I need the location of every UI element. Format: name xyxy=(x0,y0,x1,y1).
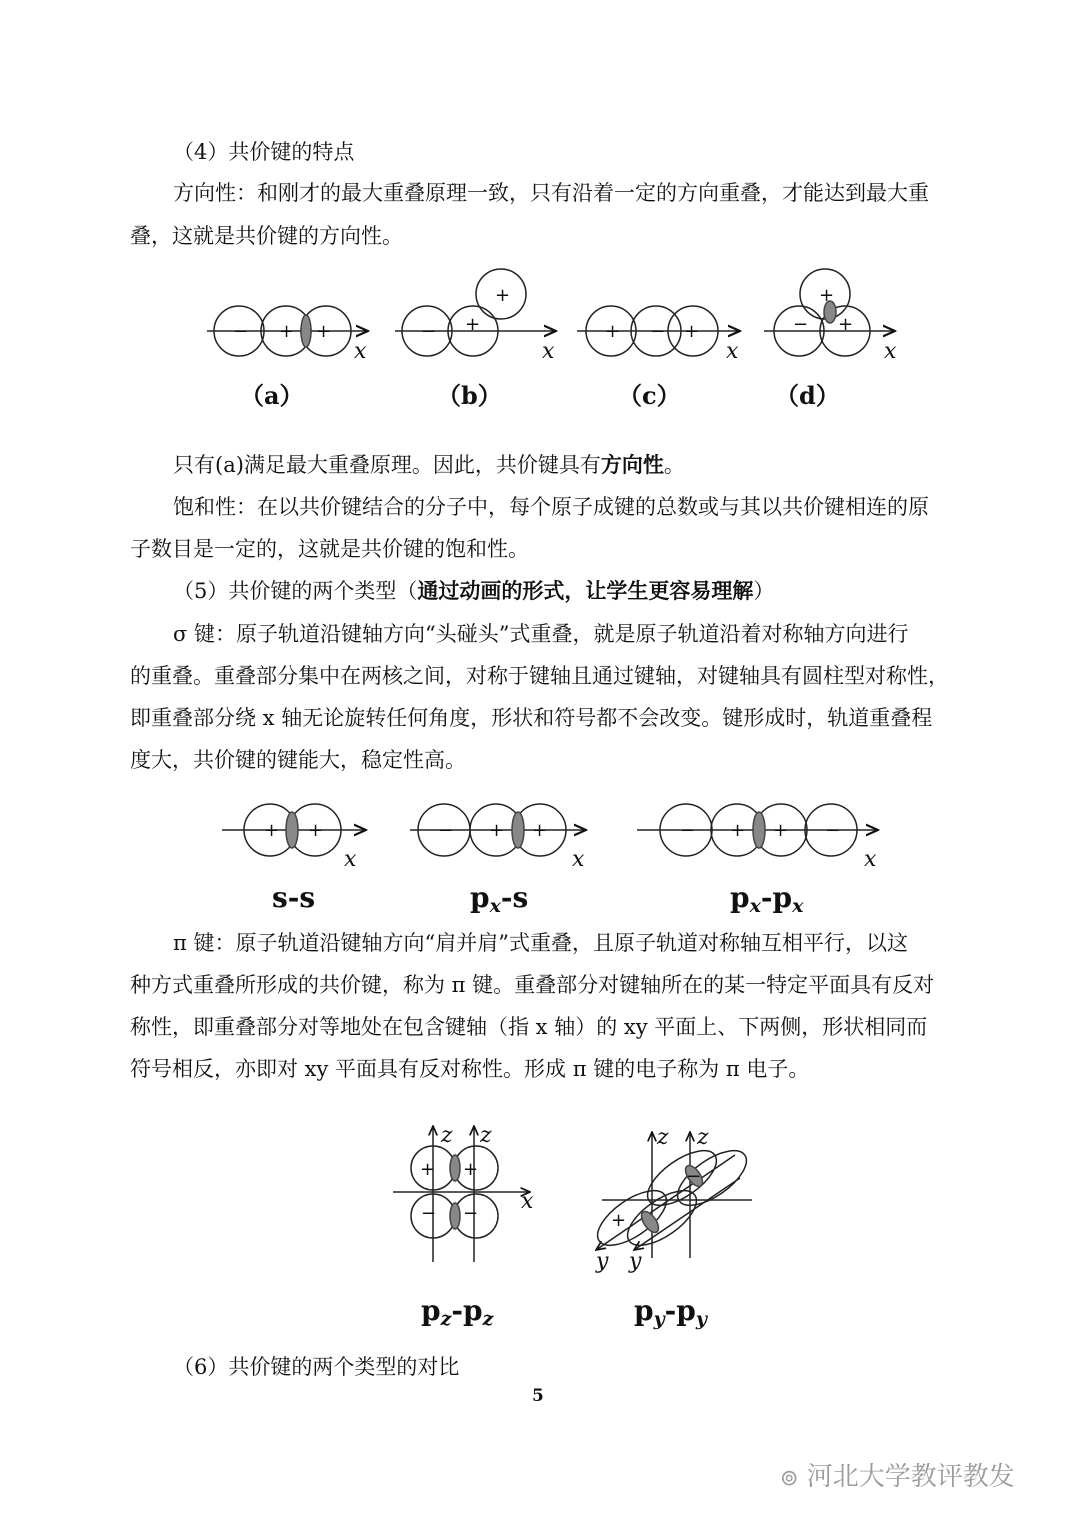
fig1-d-plus-1: + xyxy=(838,314,854,335)
fig2-pxpx-plus-2: + xyxy=(773,820,789,841)
saturation-line-1: 饱和性：在以共价键结合的分子中，每个原子成键的总数或与其以共价键相连的原 xyxy=(173,495,929,519)
pi-line-2: 种方式重叠所形成的共价键，称为 π 键。重叠部分对键轴所在的某一特定平面具有反对 xyxy=(130,973,935,997)
section-5-heading-bold: 通过动画的形式，让学生更容易理解 xyxy=(417,578,754,603)
fig3-pzpz-plus-1: + xyxy=(420,1159,436,1180)
fig2-caption-pxs-p: p xyxy=(470,881,490,914)
fig2-pxpx-x-label: x xyxy=(864,847,877,872)
fig3-caption-pypy-sub1: y xyxy=(653,1308,665,1330)
fig2-pxpx xyxy=(637,804,878,856)
fig3-pzpz-z-label-1: z xyxy=(441,1123,453,1148)
fig3-pypy-minus: − xyxy=(686,1166,702,1187)
fig2-caption-ss: s-s xyxy=(272,881,316,914)
fig2-caption-pxpx-p2: -p xyxy=(760,881,793,914)
fig2-caption-pxpx-sub2: x xyxy=(792,895,804,917)
sigma-line-1: σ 键：原子轨道沿键轴方向“头碰头”式重叠，就是原子轨道沿着对称轴方向进行 xyxy=(173,622,909,646)
fig1-d-x-label: x xyxy=(884,339,897,364)
fig2-ss-plus-1: + xyxy=(264,820,280,841)
fig3-pypy xyxy=(589,1132,755,1258)
fig2-text xyxy=(264,820,877,917)
pi-line-4: 符号相反，亦即对 xy 平面具有反对称性。形成 π 键的电子称为 π 电子。 xyxy=(130,1057,810,1081)
fig3-pzpz-x-label: x xyxy=(521,1189,534,1214)
fig3-pypy-plus: + xyxy=(611,1210,627,1231)
fig2-ss-x-label: x xyxy=(344,847,357,872)
fig3-text xyxy=(420,1123,709,1330)
fig3-caption-pypy xyxy=(634,1294,709,1330)
fig2-pxpx-minus-2: − xyxy=(825,820,841,841)
fig1-a-plus-1: + xyxy=(279,321,295,342)
fig3-caption-pzpz-sub1: z xyxy=(440,1308,452,1330)
fig1-c-minus: − xyxy=(650,321,666,342)
fig2-pxs-plus-1: + xyxy=(489,820,505,841)
fig1-a-overlap xyxy=(301,315,311,347)
fig1-a-minus: − xyxy=(233,321,249,342)
fig1-label-c: （c） xyxy=(618,381,681,410)
fig1-b-minus: − xyxy=(421,321,437,342)
fig2-caption-pxs-s: -s xyxy=(500,881,529,914)
fig2-ss-plus-2: + xyxy=(308,820,324,841)
fig3-caption-pypy-p1: p xyxy=(634,1294,654,1327)
directionality-line-1: 方向性：和刚才的最大重叠原理一致，只有沿着一定的方向重叠，才能达到最大重 xyxy=(173,181,929,205)
fig3-caption-pzpz xyxy=(421,1294,495,1330)
section-5-heading-close: ） xyxy=(753,579,775,603)
pi-line-3: 称性，即重叠部分对等地处在包含键轴（指 x 轴）的 xy 平面上、下两侧，形状相同而 xyxy=(130,1015,928,1039)
watermark-text: 河北大学教评教发 xyxy=(806,1462,1015,1492)
fig3-pzpz-minus-1: − xyxy=(421,1203,437,1224)
fig3-pzpz-overlap-top xyxy=(450,1155,460,1181)
fig3-caption-pzpz-p2: -p xyxy=(451,1294,483,1327)
fig2-caption-pxpx-sub1: x xyxy=(749,895,761,917)
directionality-line-2: 叠，这就是共价键的方向性。 xyxy=(130,224,403,248)
fig1-label-d: （d） xyxy=(775,381,840,410)
fig3-caption-pzpz-p1: p xyxy=(421,1294,441,1327)
fig1-a-x-label: x xyxy=(354,339,367,364)
fig1-b-plus-2: + xyxy=(495,285,511,306)
section-4-heading: （4）共价键的特点 xyxy=(173,140,355,164)
fig1-d-minus: − xyxy=(793,314,809,335)
fig1-a-plus-2: + xyxy=(316,321,332,342)
fig1-d xyxy=(764,269,895,356)
fig3-pypy-overlap-1 xyxy=(638,1209,662,1236)
fig2-pxpx-plus-1: + xyxy=(730,820,746,841)
fig3-pzpz-plus-2: + xyxy=(463,1159,479,1180)
fig2-caption-pxpx-p1: p xyxy=(730,881,750,914)
fig2-caption-pxs-sub: x xyxy=(489,895,501,917)
fig3-pypy-y-label-1: y xyxy=(596,1249,609,1274)
fig3-pzpz xyxy=(393,1126,530,1262)
fig1-b xyxy=(395,269,556,356)
fig1-d-plus-2: + xyxy=(819,285,835,306)
fig1-c-plus-1: + xyxy=(605,321,621,342)
fig3-pypy-z-label-1: z xyxy=(657,1125,669,1150)
fig2-pxs-minus: − xyxy=(438,820,454,841)
saturation-line-2: 子数目是一定的，这就是共价键的饱和性。 xyxy=(130,537,529,561)
fig3-pzpz-minus-2: − xyxy=(463,1203,479,1224)
only-a-bold: 方向性 xyxy=(600,452,664,477)
fig3-pzpz-z-label-2: z xyxy=(480,1123,492,1148)
fig1-c-plus-2: + xyxy=(684,321,700,342)
fig1-b-x-label: x xyxy=(542,339,555,364)
fig1-c-x-label: x xyxy=(726,339,739,364)
fig2-pxpx-overlap xyxy=(753,812,765,848)
sigma-line-3: 即重叠部分绕 x 轴无论旋转任何角度，形状和符号都不会改变。键形成时，轨道重叠程 xyxy=(130,706,933,730)
fig3-pzpz-overlap-bottom xyxy=(450,1203,460,1229)
section-5-heading-text: （5）共价键的两个类型（ xyxy=(173,579,418,603)
fig1-text xyxy=(233,285,897,410)
page-number: 5 xyxy=(532,1386,544,1406)
fig3-pypy-z-label-2: z xyxy=(697,1125,709,1150)
fig2-pxs-plus-2: + xyxy=(532,820,548,841)
sigma-line-2: 的重叠。重叠部分集中在两核之间，对称于键轴且通过键轴，对键轴具有圆柱型对称性， xyxy=(130,664,949,688)
wechat-icon: ⊚ xyxy=(780,1466,799,1491)
only-a-post: 。 xyxy=(663,453,685,477)
fig2-caption-pxpx xyxy=(730,881,804,917)
fig1-b-plus-1: + xyxy=(465,314,481,335)
fig3-caption-pypy-sub2: y xyxy=(695,1308,707,1330)
fig2-caption-pxs xyxy=(470,881,528,917)
fig1-label-b: （b） xyxy=(437,381,502,410)
sigma-line-4: 度大，共价键的键能大，稳定性高。 xyxy=(130,748,466,772)
fig2-pxs-overlap xyxy=(512,812,524,848)
fig2-ss-overlap xyxy=(286,812,298,848)
pi-line-1: π 键：原子轨道沿键轴方向“肩并肩”式重叠，且原子轨道对称轴互相平行，以这 xyxy=(173,931,908,955)
fig1-label-a: （a） xyxy=(240,381,304,410)
fig3-pypy-y-label-2: y xyxy=(629,1249,642,1274)
fig3-caption-pypy-p2: -p xyxy=(664,1294,696,1327)
fig2-pxpx-minus-1: − xyxy=(680,820,696,841)
only-a-pre: 只有(a)满足最大重叠原理。因此，共价键具有 xyxy=(173,453,601,477)
fig2-pxs-x-label: x xyxy=(572,847,585,872)
fig3-caption-pzpz-sub2: z xyxy=(482,1308,494,1330)
section-6-heading: （6）共价键的两个类型的对比 xyxy=(173,1355,460,1379)
